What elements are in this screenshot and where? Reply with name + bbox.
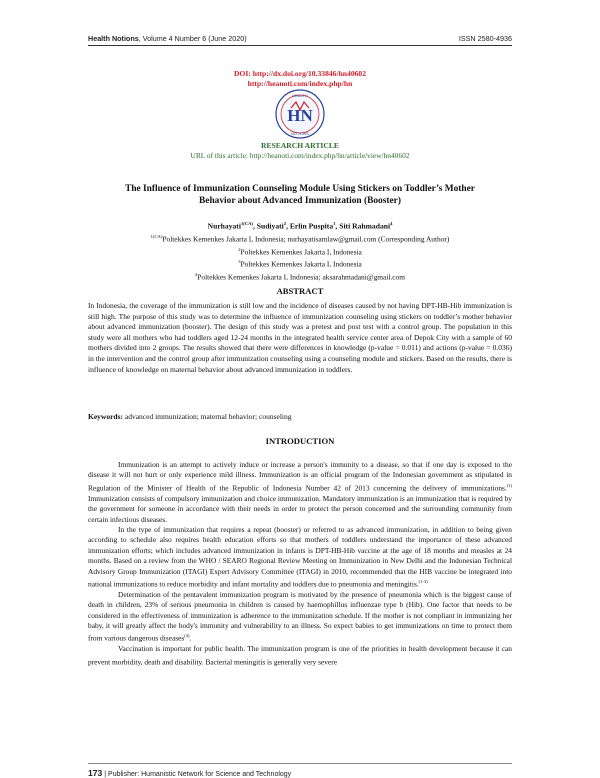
- keywords-text: advanced immunization; maternal behavior; counseling: [123, 412, 292, 421]
- author-1-sup: 1(CA): [240, 221, 253, 226]
- header-divider: [88, 45, 512, 46]
- citation: (4): [184, 633, 190, 639]
- abstract-text: In Indonesia, the coverage of the immunization is still low and the incidence of diseases caused by not having DPT-HB-Hib immunization is still high. The purpose of this study was to determine the influence of immunization counseling using stickers on toddler’s mother behavior about advanced immunization (booster). The design of this study was a pretest and post test with a control group. The population in this study were all mothers who had toddlers aged 12-24 months in the integrated health service center area of Depok City with a sample of 60 mothers divided into 2 groups. The results showed that there were differences in knowledge (p-value = 0.011) and actions (p-value = 0.036) in the intervention and the control group after immunization counseling using a counseling module and stickers. Based on the results, there is influence of knowledge on maternal behavior about advanced immunization in toddlers.: [88, 301, 512, 374]
- affiliation-sup: 1(CA): [150, 233, 163, 239]
- author-2-sup: 2: [283, 221, 287, 226]
- affiliation: [88, 245, 512, 258]
- paragraph: [88, 460, 512, 525]
- publisher: | Publisher: Humanistic Network for Science and Technology: [102, 771, 292, 778]
- abstract-heading: ABSTRACT: [276, 286, 324, 296]
- title-line-2: Behavior about Advanced Immunization (Booster): [199, 196, 401, 206]
- paragraph: [88, 644, 512, 667]
- author-3: Erlin Puspita: [289, 221, 334, 231]
- affiliation-text: Poltekkes Kemenkes Jakarta I, Indonesia; aksarahmadani@gmail.com: [197, 272, 406, 282]
- introduction-body: [88, 460, 512, 668]
- paper-title: [88, 183, 512, 207]
- paragraph-text: Determination of the pentavalent immunization program is motivated by the presence of pneumonia which is the biggest cause of death in children, 23% of serious pneumonia in children is caused by haemophillus influenzae type b (Hib). One factor that needs to be considered in the effectiveness of immunization is adherence to the immunization schedule. If the mother is not compliant in immunizing her baby, it will greatly affect the body's immunity and vulnerability to an illness. So expect babies to get immunizations on time to protect them from various dangerous diseases: [88, 589, 512, 643]
- paragraph: [88, 590, 512, 645]
- journal-logo-wrap: [88, 88, 512, 140]
- journal-logo: [274, 88, 326, 140]
- paragraph-tail: Immunization consists of compulsory immunization and choice immunization. Mandatory immunization is an immunization that is required by the government for someone in accordance with their needs in order to protect the person concerned and the surrounding community from certain infectious diseases.: [88, 493, 512, 524]
- keywords: [88, 412, 512, 421]
- affiliation-sup: 4: [194, 272, 198, 278]
- page-number: 173: [88, 768, 103, 778]
- issn: ISSN 2580-4936: [458, 34, 512, 43]
- citation: (1): [506, 482, 512, 488]
- journal-volume: , Volume 4 Number 6 (June 2020): [138, 34, 247, 43]
- introduction-heading: INTRODUCTION: [265, 436, 335, 446]
- article-type: RESEARCH ARTICLE: [260, 141, 339, 150]
- logo-bottom-text: NOTIONS: [290, 131, 310, 136]
- site-link[interactable]: http://heanoti.com/index.php/hn: [247, 79, 353, 88]
- author-4-sup: 4: [390, 221, 393, 226]
- paragraph: [88, 525, 512, 590]
- doi-link[interactable]: DOI: http://dx.doi.org/10.33846/hn40602: [233, 69, 367, 78]
- citation: (1-3): [418, 578, 428, 584]
- title-line-1: The Influence of Immunization Counseling Module Using Stickers on Toddler’s Mother: [125, 184, 475, 194]
- paragraph-text: Immunization is an attempt to actively induce or increase a person's immunity to a disease, so that if one day is exposed to the disease it will not hurt or only experience mild illness. Immunization is an official program of the Indonesian government as stipulated in Regulation of the Minister of Health of the Republic of Indonesia Number 42 of 2013 concerning the delivery of immunizations.: [88, 460, 512, 493]
- affiliation-text: Poltekkes Kemenkes Jakarta I, Indonesia; nurhayatisamlaw@gmail.com (Corresponding Author): [162, 234, 450, 243]
- journal-name: Health Notions: [88, 34, 139, 43]
- author-names: Nurhayati$^{1(CA)}$, Sudiyati$^2$, Erlin Puspita$^3$, Siti Rahmadani$^4$: [207, 221, 393, 231]
- affiliation-text: Poltekkes Kemenkes Jakarta I, Indonesia: [240, 246, 362, 256]
- affiliation: [88, 232, 512, 245]
- author-1: Nurhayati: [207, 221, 241, 231]
- affiliation: [88, 257, 512, 270]
- affiliation-sup: 2: [238, 246, 241, 252]
- affiliation: [88, 270, 512, 283]
- article-url[interactable]: URL of this article: http://heanoti.com/index.php/hn/article/view/hn40602: [190, 151, 410, 160]
- keywords-label: Keywords:: [88, 412, 123, 421]
- paragraph-tail: .: [189, 633, 192, 643]
- paragraph-text: In the type of immunization that requires a repeat (booster) or referred to as advanced immunization, in addition to being given according to schedule also requires health education efforts so that mothers of toddlers understand the importance of these advanced immunization efforts; which includes advanced immunization in infants is DPT-HB-Hib vaccine at the age of 18 months and measles at 24 months. Based on a review from the WHO / SEARO Regional Review Meeting on Immunization in New Delhi and the Indonesian Technical Advisory Group Immunization (ITAGI) Expert Advisory Committee (ITAGI) in 2010, recommended that the HIB vaccine be integrated into national immunizations to reduce morbidity and infant mortality and toddlers due to pneumonia and meningitis.: [88, 524, 512, 589]
- footer-divider: [88, 763, 512, 764]
- page-footer: [88, 768, 291, 778]
- affiliation-sup: 3: [238, 259, 241, 265]
- authors-block: [88, 218, 512, 283]
- logo-letters: HN: [287, 106, 313, 125]
- paragraph-text: Vaccination is important for public health. The immunization program is one of the priorities in health development because it can prevent morbidity, death and disability. Bacterial meningitis is generally very severe: [88, 644, 512, 667]
- logo-top-text: HEALTH: [292, 93, 308, 98]
- journal-citation: [88, 34, 247, 43]
- author-4: Siti Rahmadani: [339, 221, 391, 231]
- author-2: Sudiyati: [256, 221, 284, 231]
- author-3-sup: 3: [333, 221, 336, 226]
- affiliation-text: Poltekkes Kemenkes Jakarta I, Indonesia: [240, 259, 362, 269]
- doi-block: [88, 69, 512, 89]
